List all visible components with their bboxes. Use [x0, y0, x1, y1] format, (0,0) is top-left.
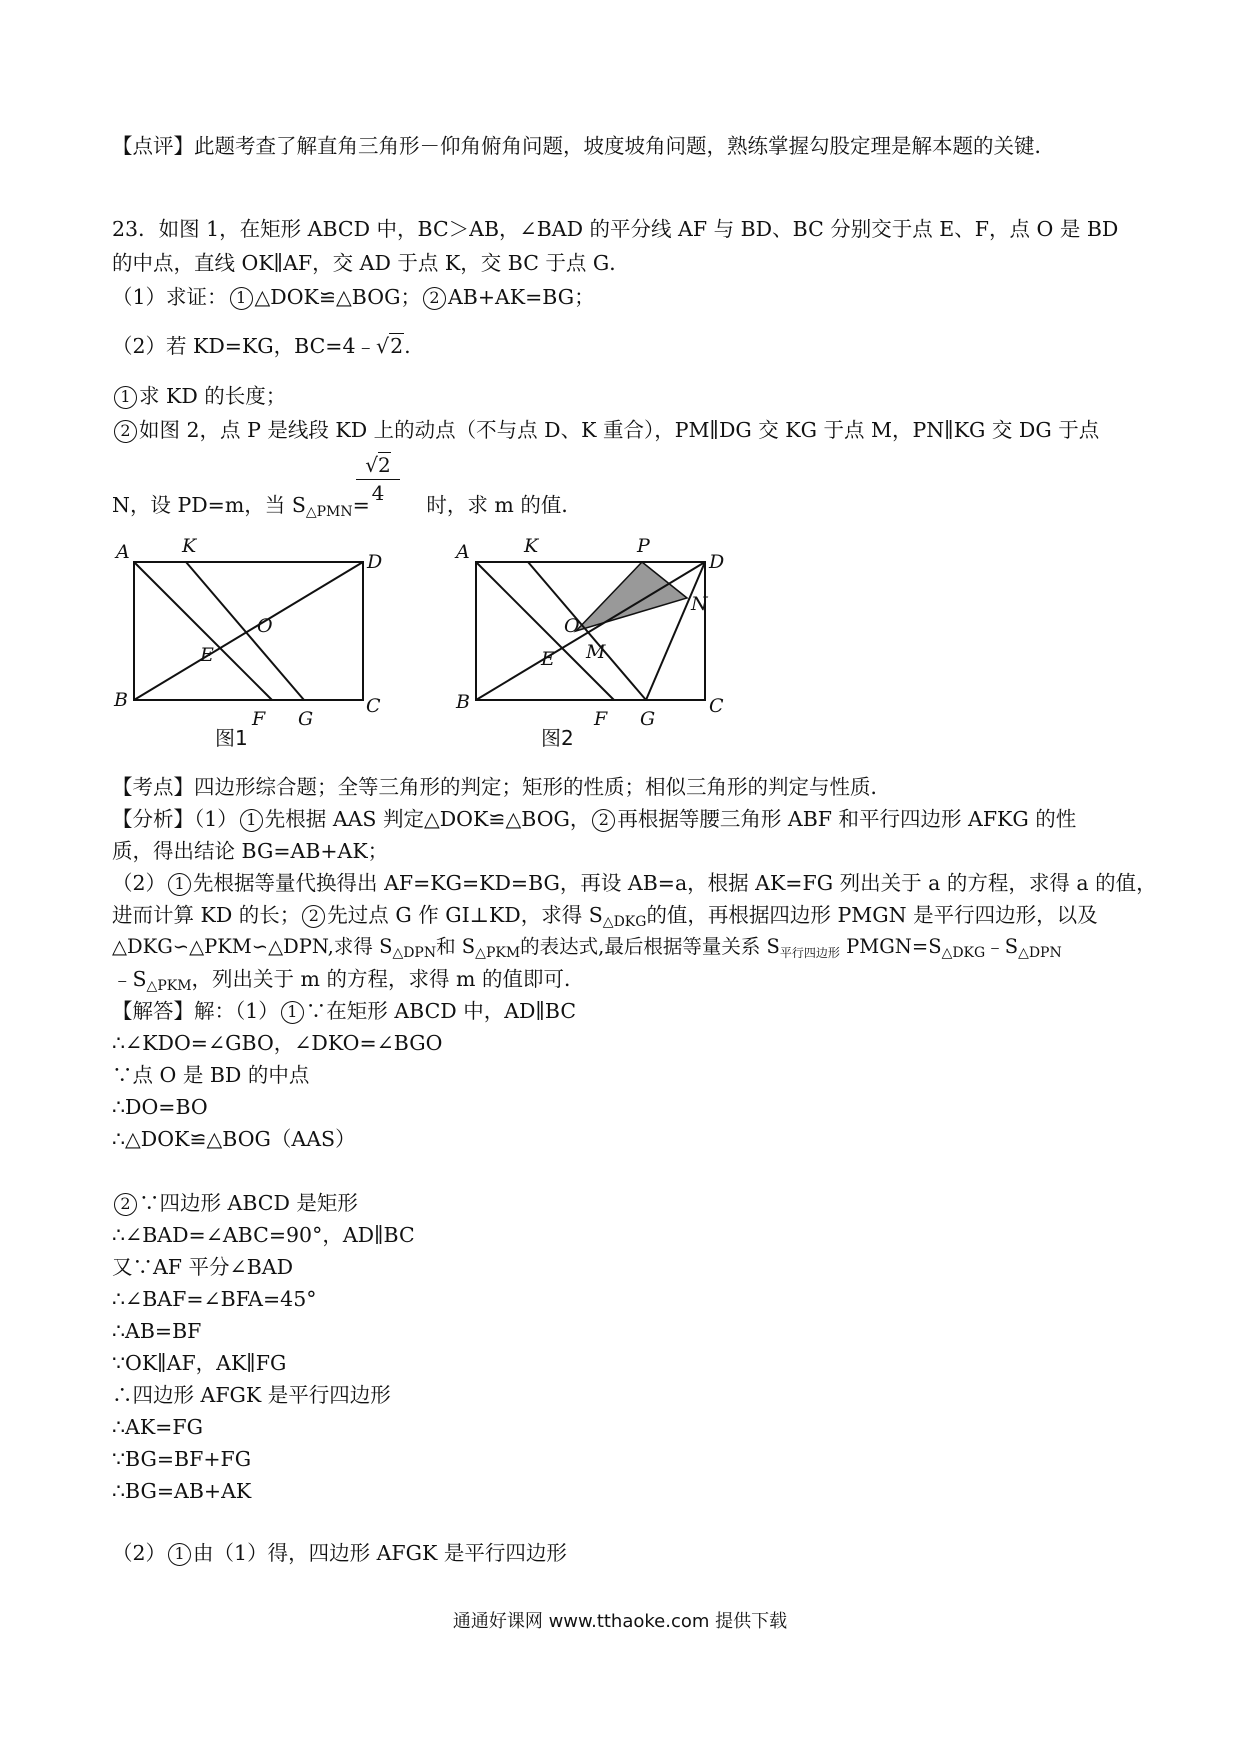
point-label-k: K — [524, 535, 539, 557]
subscript: 平行四边形 — [779, 946, 840, 960]
solution-line-5: ∴△DOK≌△BOG（AAS） — [112, 1127, 356, 1151]
point-label-k: K — [182, 535, 197, 557]
circled-number: 2 — [423, 287, 446, 310]
point-label-g: G — [640, 708, 656, 730]
problem-line-2: 的中点，直线 OK∥AF，交 AD 于点 K，交 BC 于点 G． — [112, 251, 630, 275]
fraction-numerator — [356, 452, 400, 480]
circled-number: 1 — [230, 287, 253, 310]
fenxi-label: 【分析】（1） — [112, 807, 238, 831]
problem-line-1: 23．如图 1，在矩形 ABCD 中，BC＞AB，∠BAD 的平分线 AF 与 BD、BC 分别交于点 E、F，点 O 是 BD — [112, 217, 1119, 241]
fenxi-text: ﹣S — [985, 935, 1019, 958]
solution-line-9: ∴∠BAF=∠BFA=45° — [112, 1287, 317, 1311]
part1-b: AB+AK=BG； — [447, 285, 595, 309]
question-1-line — [112, 380, 1130, 412]
solution-label: 【解答】解：（1） — [112, 999, 279, 1023]
solution-line-14: ∵BG=BF+FG — [112, 1447, 252, 1471]
subscript: △DPN — [1018, 945, 1062, 961]
point-label-c: C — [709, 695, 724, 717]
figure-2-diagram — [440, 535, 725, 740]
fraction-denominator: 4 — [371, 481, 385, 505]
fenxi-line-3 — [112, 867, 1157, 899]
solution-line-12: ∴四边形 AFGK 是平行四边形 — [112, 1383, 391, 1407]
fenxi-line-6 — [112, 963, 1130, 998]
subscript: △PKM — [475, 945, 521, 961]
circled-number: 1 — [240, 809, 263, 832]
point-label-a: A — [116, 541, 130, 563]
point-label-f: F — [252, 708, 266, 730]
solution-line-13: ∴AK=FG — [112, 1415, 203, 1439]
fenxi-text: △DKG∽△PKM∽△DPN,求得 S — [112, 935, 393, 958]
point-label-e: E — [200, 644, 214, 666]
fenxi-text: 进而计算 KD 的长； — [112, 903, 301, 927]
solution-line-8: 又∵AF 平分∠BAD — [112, 1255, 294, 1279]
circled-number: 2 — [302, 905, 325, 928]
figure-1 — [112, 535, 383, 750]
solution-text: ∵在矩形 ABCD 中，AD∥BC — [305, 999, 577, 1023]
circled-number: 2 — [114, 420, 137, 443]
fenxi-text: 再根据等腰三角形 ABF 和平行四边形 AFKG 的性 — [617, 807, 1077, 831]
solution-line-3: ∵点 O 是 BD 的中点 — [112, 1063, 310, 1087]
circled-number: 2 — [592, 809, 615, 832]
solution-line-11: ∵OK∥AF，AK∥FG — [112, 1351, 287, 1375]
subscript: △DPN — [392, 945, 437, 961]
question-2-line — [112, 414, 1130, 446]
solution-line-6 — [112, 1187, 1130, 1219]
fenxi-text: 先过点 G 作 GI⊥KD，求得 S — [327, 903, 603, 927]
solution-line-15: ∴BG=AB+AK — [112, 1479, 252, 1503]
solution-line-16 — [112, 1537, 1130, 1569]
kaodian-line: 【考点】四边形综合题；全等三角形的判定；矩形的性质；相似三角形的判定与性质． — [112, 775, 891, 799]
part2-line — [112, 330, 1130, 362]
part2-prefix: （2）若 KD=KG，BC=4﹣ — [112, 334, 377, 358]
point-label-e: E — [541, 648, 555, 670]
fenxi-text: 的值，再根据四边形 PMGN 是平行四边形，以及 — [646, 903, 1098, 927]
shaded-triangle-pmn — [576, 562, 687, 631]
fenxi-text: 先根据 AAS 判定△DOK≌△BOG， — [264, 807, 591, 831]
solution-line-2: ∴∠KDO=∠GBO，∠DKO=∠BGO — [112, 1031, 443, 1055]
subscript: △DKG — [941, 945, 986, 961]
sqrt-radicand: 2 — [390, 334, 404, 358]
fenxi-text: PMGN=S — [839, 935, 942, 958]
question-2: 如图 2，点 P 是线段 KD 上的动点（不与点 D、K 重合），PM∥DG 交 KG 于点 M，PN∥KG 交 DG 于点 — [139, 418, 1100, 442]
part1-a: △DOK≌△BOG； — [254, 285, 421, 309]
circled-number: 2 — [114, 1193, 137, 1216]
question-1: 求 KD 的长度； — [139, 384, 287, 408]
point-label-o: O — [257, 615, 273, 637]
question-3-a: N，设 PD=m，当 S — [112, 493, 306, 517]
point-label-c: C — [366, 695, 381, 717]
subscript: △PKM — [146, 978, 192, 994]
solution-text: ∵四边形 ABCD 是矩形 — [139, 1191, 358, 1215]
figure-2 — [440, 535, 725, 750]
fenxi-text: （2） — [112, 871, 167, 895]
point-label-d: D — [367, 551, 383, 573]
point-label-b: B — [114, 689, 128, 711]
circled-number: 1 — [281, 1001, 304, 1024]
circled-number: 1 — [168, 1543, 191, 1566]
sqrt-sign-icon: √ — [365, 453, 378, 477]
solution-text: （2） — [112, 1541, 167, 1565]
question-3-subscript: △PMN — [305, 504, 353, 520]
figure-1-caption: 图1 — [215, 726, 248, 750]
page-footer: 通通好课网 www.tthaoke.com 提供下载 — [452, 1611, 788, 1632]
fenxi-text: ，列出关于 m 的方程，求得 m 的值即可． — [191, 967, 585, 991]
fraction-radicand: 2 — [378, 453, 391, 477]
sqrt-expression — [376, 330, 404, 362]
solution-text: 由（1）得，四边形 AFGK 是平行四边形 — [193, 1541, 567, 1565]
fenxi-text: 的表达式,最后根据等量关系 S — [520, 935, 780, 958]
question-3-line — [112, 489, 1130, 524]
point-label-b: B — [456, 691, 470, 713]
part2-suffix: . — [404, 334, 411, 358]
fenxi-line-5 — [112, 931, 1130, 965]
solution-line-4: ∴DO=BO — [112, 1095, 208, 1119]
point-label-n: N — [691, 593, 708, 615]
point-label-d: D — [709, 551, 725, 573]
fenxi-text: 先根据等量代换得出 AF=KG=KD=BG，再设 AB=a，根据 AK=FG 列出关于 a 的方程，求得 a 的值， — [193, 871, 1157, 895]
sqrt-sign-icon: √ — [376, 334, 390, 358]
point-label-a: A — [456, 541, 470, 563]
comment-line: 【点评】此题考查了解直角三角形－仰角俯角问题，坡度坡角问题，熟练掌握勾股定理是解本题的关键． — [112, 134, 1055, 158]
point-label-g: G — [298, 708, 314, 730]
solution-line-10: ∴AB=BF — [112, 1319, 202, 1343]
point-label-f: F — [594, 708, 608, 730]
point-label-p: P — [637, 535, 650, 557]
figure-1-diagram — [112, 535, 383, 740]
fenxi-text: ﹣S — [112, 967, 147, 991]
fenxi-line-2: 质，得出结论 BG=AB+AK； — [112, 839, 389, 863]
point-label-o: O — [564, 615, 580, 637]
solution-line-7: ∴∠BAD=∠ABC=90°，AD∥BC — [112, 1223, 415, 1247]
question-3-c: 时，求 m 的值． — [419, 493, 582, 517]
figure-2-caption: 图2 — [541, 726, 574, 750]
question-3-b: = — [352, 493, 370, 517]
part1-line — [112, 281, 1130, 313]
solution-line-1 — [112, 995, 1130, 1027]
part1-prefix: （1）求证： — [112, 285, 228, 309]
fenxi-line-1 — [112, 803, 1130, 835]
fenxi-text: 和 S — [436, 935, 476, 958]
circled-number: 1 — [114, 386, 137, 409]
fenxi-line-4 — [112, 899, 1130, 934]
point-label-m: M — [586, 641, 606, 663]
subscript: △DKG — [602, 914, 647, 930]
circled-number: 1 — [168, 873, 191, 896]
